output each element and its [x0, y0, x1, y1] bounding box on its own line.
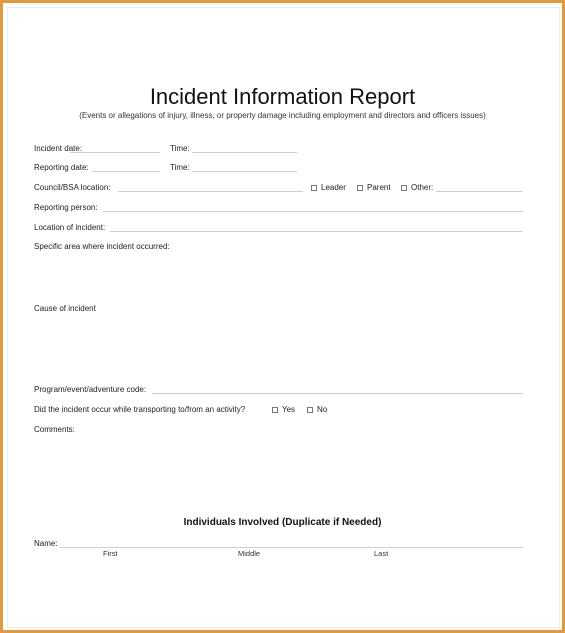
- incident-date-field[interactable]: [70, 152, 160, 153]
- incident-date-label: Incident date:: [34, 144, 83, 153]
- yes-checkbox[interactable]: [272, 407, 278, 413]
- reporting-date-label: Reporting date:: [34, 163, 89, 172]
- no-option[interactable]: [307, 405, 327, 414]
- parent-label: Parent: [367, 183, 391, 192]
- council-location-field[interactable]: [118, 191, 303, 192]
- leader-checkbox[interactable]: [311, 185, 317, 191]
- parent-checkbox[interactable]: [357, 185, 363, 191]
- leader-label: Leader: [321, 183, 346, 192]
- location-field[interactable]: [110, 231, 523, 232]
- time-field-1[interactable]: [192, 152, 297, 153]
- individuals-heading: Individuals Involved (Duplicate if Needed): [183, 517, 382, 528]
- other-field[interactable]: [436, 191, 523, 192]
- cause-label: Cause of incident: [34, 304, 96, 313]
- name-last-caption: Last: [374, 549, 389, 558]
- leader-option[interactable]: [311, 183, 346, 192]
- no-label: No: [317, 405, 328, 414]
- time-label-1: Time:: [170, 144, 190, 153]
- document-title: Incident Information Report: [149, 84, 416, 109]
- parent-option[interactable]: [357, 183, 391, 192]
- location-label: Location of incident:: [34, 223, 106, 232]
- transport-question: Did the incident occur while transporting to/from an activity?: [34, 405, 246, 414]
- time-field-2[interactable]: [192, 171, 297, 172]
- reporting-person-field[interactable]: [103, 211, 523, 212]
- yes-label: Yes: [282, 405, 296, 414]
- yes-option[interactable]: [272, 405, 295, 414]
- time-label-2: Time:: [170, 163, 190, 172]
- name-label: Name:: [34, 539, 58, 548]
- no-checkbox[interactable]: [307, 407, 313, 413]
- document-subtitle: (Events or allegations of injury, illness, or property damage including employment and directors and officers issues): [79, 111, 486, 120]
- council-location-label: Council/BSA location:: [34, 183, 111, 192]
- name-first-caption: First: [103, 549, 118, 558]
- other-label: Other:: [411, 183, 434, 192]
- comments-label: Comments:: [34, 425, 75, 434]
- other-option[interactable]: [401, 183, 433, 192]
- other-checkbox[interactable]: [401, 185, 407, 191]
- specific-area-label: Specific area where incident occurred:: [34, 242, 170, 251]
- program-code-label: Program/event/adventure code:: [34, 385, 147, 394]
- reporting-person-label: Reporting person:: [34, 203, 98, 212]
- program-code-field[interactable]: [152, 393, 523, 394]
- name-middle-caption: Middle: [238, 549, 261, 558]
- name-field[interactable]: [60, 547, 523, 548]
- reporting-date-field[interactable]: [92, 171, 160, 172]
